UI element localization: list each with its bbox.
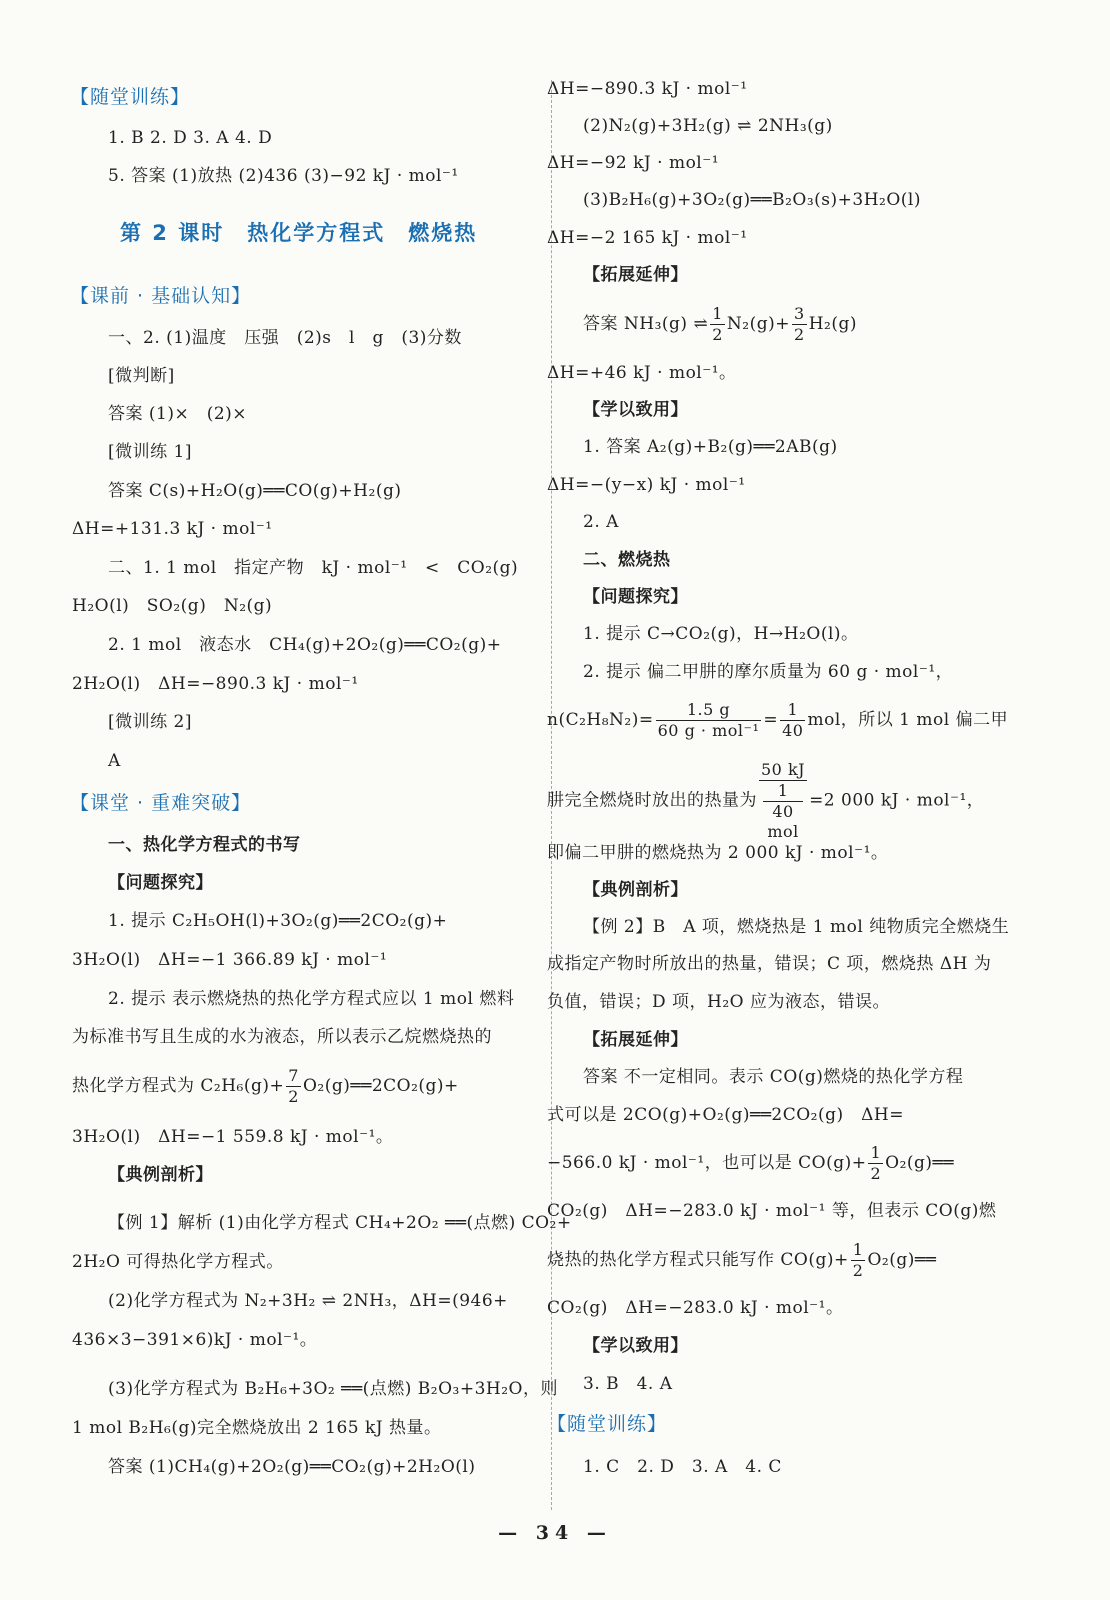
answer-line: (2)化学方程式为 N₂+3H₂ ⇌ 2NH₃，ΔH=(946+ — [108, 1291, 508, 1311]
text-run: N₂(g)+ — [726, 314, 790, 334]
text-run: O₂(g)══ — [885, 1153, 955, 1173]
fraction — [780, 700, 805, 741]
fraction — [761, 781, 805, 822]
answer-line: 436×3−391×6)kJ · mol⁻¹。 — [72, 1330, 318, 1350]
answer-line: 式可以是 2CO(g)+O₂(g)══2CO₂(g) ΔH= — [547, 1105, 904, 1125]
answer-line: (3)B₂H₆(g)+3O₂(g)══B₂O₃(s)+3H₂O(l) — [583, 190, 921, 210]
answer-line: 一、2. (1)温度 压强 (2)s l g (3)分数 — [108, 328, 462, 348]
answer-line: 1. 答案 A₂(g)+B₂(g)══2AB(g) — [583, 437, 838, 457]
answer-line: ΔH=+46 kJ · mol⁻¹。 — [547, 363, 737, 383]
fraction-numerator: 3 — [794, 304, 805, 323]
answer-line — [72, 1066, 459, 1107]
answer-line — [547, 700, 1008, 741]
fraction — [759, 760, 807, 842]
fraction — [656, 700, 762, 741]
fraction-denominator: 2 — [852, 1261, 864, 1280]
answer-line: 2. 提示 表示燃烧热的热化学方程式应以 1 mol 燃料 — [108, 989, 515, 1009]
answer-line: 答案 (1)CH₄(g)+2O₂(g)══CO₂(g)+2H₂O(l) — [108, 1457, 476, 1477]
fraction — [851, 1240, 866, 1281]
fraction-denominator — [759, 781, 807, 842]
text-run: 烧热的热化学方程式只能写作 CO(g)+ — [547, 1250, 849, 1270]
text-run: n(C₂H₈N₂)= — [547, 710, 654, 730]
answer-line: ΔH=−890.3 kJ · mol⁻¹ — [547, 79, 748, 99]
sub-heading: 【学以致用】 — [583, 1336, 688, 1356]
answer-line: 负值，错误；D 项，H₂O 应为液态，错误。 — [547, 992, 891, 1012]
fraction-numerator: 1.5 g — [656, 700, 762, 721]
sub-heading: 【问题探究】 — [108, 873, 213, 893]
answer-line — [547, 1143, 954, 1184]
answer-line: 3H₂O(l) ΔH=−1 366.89 kJ · mol⁻¹ — [72, 950, 388, 970]
answer-line: 【例 2】B A 项，燃烧热是 1 mol 纯物质完全燃烧生 — [583, 917, 1010, 937]
answer-line: 答案 不一定相同。表示 CO(g)燃烧的热化学方程 — [583, 1067, 964, 1087]
fraction-denominator: 40 — [772, 802, 794, 821]
fraction-numerator: 1 — [870, 1143, 882, 1162]
answer-line: ΔH=−2 165 kJ · mol⁻¹ — [547, 228, 748, 248]
answer-line: ΔH=−(y−x) kJ · mol⁻¹ — [547, 475, 746, 495]
answer-line: 即偏二甲肼的燃烧热为 2 000 kJ · mol⁻¹。 — [547, 843, 889, 863]
unit: mol — [767, 822, 799, 841]
fraction-numerator: 50 kJ — [761, 760, 806, 779]
answer-line: 1. C 2. D 3. A 4. C — [583, 1457, 782, 1477]
text-run: 热化学方程式为 C₂H₆(g)+ — [72, 1076, 285, 1096]
fraction — [710, 304, 725, 345]
answer-line: CO₂(g) ΔH=−283.0 kJ · mol⁻¹。 — [547, 1298, 844, 1318]
answer-line — [547, 1240, 936, 1281]
answer-line: 2H₂O 可得热化学方程式。 — [72, 1252, 284, 1272]
section-heading-suitang: 【随堂训练】 — [70, 86, 191, 108]
answer-line — [547, 760, 984, 842]
answer-line: 答案 C(s)+H₂O(g)══CO(g)+H₂(g) — [108, 481, 402, 501]
fraction — [868, 1143, 883, 1184]
answer-line: 1 mol B₂H₆(g)完全燃烧放出 2 165 kJ 热量。 — [72, 1418, 442, 1438]
text-run: = — [763, 710, 779, 730]
lesson-title: 第 2 课时 热化学方程式 燃烧热 — [120, 221, 478, 245]
answer-line: 2H₂O(l) ΔH=−890.3 kJ · mol⁻¹ — [72, 674, 359, 694]
answer-line: 1. 提示 C→CO₂(g)，H→H₂O(l)。 — [583, 624, 859, 644]
sub-heading: [微训练 2] — [108, 712, 192, 732]
fraction-numerator: 1 — [763, 781, 803, 802]
answer-line: A — [108, 751, 121, 771]
text-run: 肼完全燃烧时放出的热量为 — [547, 790, 757, 811]
sub-heading: [微训练 1] — [108, 442, 192, 462]
section-heading-kt: 【课堂 · 重难突破】 — [70, 792, 252, 814]
fraction-numerator: 1 — [780, 700, 805, 721]
page-number: — 34 — — [498, 1522, 612, 1544]
fraction-denominator: 2 — [288, 1087, 299, 1106]
answer-line: ΔH=−92 kJ · mol⁻¹ — [547, 153, 720, 173]
answer-line: 3H₂O(l) ΔH=−1 559.8 kJ · mol⁻¹。 — [72, 1127, 394, 1147]
answer-line: 【例 1】解析 (1)由化学方程式 CH₄+2O₂ ══(点燃) CO₂+ — [108, 1213, 572, 1233]
sub-heading: 二、燃烧热 — [583, 550, 671, 570]
text-run: H₂(g) — [808, 314, 857, 334]
answer-line: 成指定产物时所放出的热量，错误；C 项，燃烧热 ΔH 为 — [547, 954, 992, 974]
sub-heading: 【学以致用】 — [583, 400, 688, 420]
fraction-denominator: 2 — [870, 1164, 882, 1183]
sub-heading: 【典例剖析】 — [583, 880, 688, 900]
fraction — [792, 304, 807, 345]
answer-line: CO₂(g) ΔH=−283.0 kJ · mol⁻¹ 等，但表示 CO(g)燃 — [547, 1201, 997, 1221]
sub-heading: 【拓展延伸】 — [583, 265, 688, 285]
fraction-denominator: 2 — [712, 325, 723, 344]
fraction-numerator: 1 — [712, 304, 723, 323]
answer-line: 2. 提示 偏二甲肼的摩尔质量为 60 g · mol⁻¹， — [583, 662, 954, 682]
answer-line: 2. 1 mol 液态水 CH₄(g)+2O₂(g)══CO₂(g)+ — [108, 635, 502, 655]
text-run: 答案 NH₃(g) ⇌ — [583, 314, 709, 334]
answer-line: 3. B 4. A — [583, 1374, 673, 1394]
answer-line: 答案 (1)× (2)× — [108, 404, 248, 424]
sub-heading: [微判断] — [108, 366, 175, 386]
answer-line: 2. A — [583, 512, 619, 532]
text-run: O₂(g)══ — [867, 1250, 937, 1270]
text-run: O₂(g)══2CO₂(g)+ — [302, 1076, 459, 1096]
answer-line: ΔH=+131.3 kJ · mol⁻¹ — [72, 519, 273, 539]
text-run: −566.0 kJ · mol⁻¹，也可以是 CO(g)+ — [547, 1153, 867, 1173]
fraction-denominator: 60 g · mol⁻¹ — [657, 721, 760, 740]
answer-line: (2)N₂(g)+3H₂(g) ⇌ 2NH₃(g) — [583, 116, 833, 136]
text-run: mol，所以 1 mol 偏二甲 — [807, 710, 1009, 730]
section-heading-kq: 【课前 · 基础认知】 — [70, 285, 252, 307]
answer-line — [583, 304, 857, 345]
answer-line: 5. 答案 (1)放热 (2)436 (3)−92 kJ · mol⁻¹ — [108, 166, 459, 186]
text-run: =2 000 kJ · mol⁻¹， — [809, 790, 985, 811]
fraction-denominator: 40 — [782, 721, 804, 740]
fraction-denominator: 2 — [794, 325, 805, 344]
answer-line: 1. B 2. D 3. A 4. D — [108, 128, 273, 148]
answer-line: (3)化学方程式为 B₂H₆+3O₂ ══(点燃) B₂O₃+3H₂O，则 — [108, 1379, 558, 1399]
sub-heading: 【拓展延伸】 — [583, 1030, 688, 1050]
fraction — [286, 1066, 301, 1107]
sub-heading: 【问题探究】 — [583, 587, 688, 607]
answer-line: 1. 提示 C₂H₅OH(l)+3O₂(g)══2CO₂(g)+ — [108, 911, 448, 931]
answer-line: 为标准书写且生成的水为液态，所以表示乙烷燃烧热的 — [72, 1027, 492, 1047]
fraction-numerator: 7 — [288, 1066, 299, 1085]
fraction-numerator: 1 — [852, 1240, 864, 1259]
sub-heading: 【典例剖析】 — [108, 1165, 213, 1185]
sub-heading: 一、热化学方程式的书写 — [108, 835, 301, 855]
section-heading-suitang: 【随堂训练】 — [547, 1413, 668, 1435]
answer-line: H₂O(l) SO₂(g) N₂(g) — [72, 596, 273, 616]
answer-line: 二、1. 1 mol 指定产物 kJ · mol⁻¹ < CO₂(g) — [108, 558, 519, 578]
